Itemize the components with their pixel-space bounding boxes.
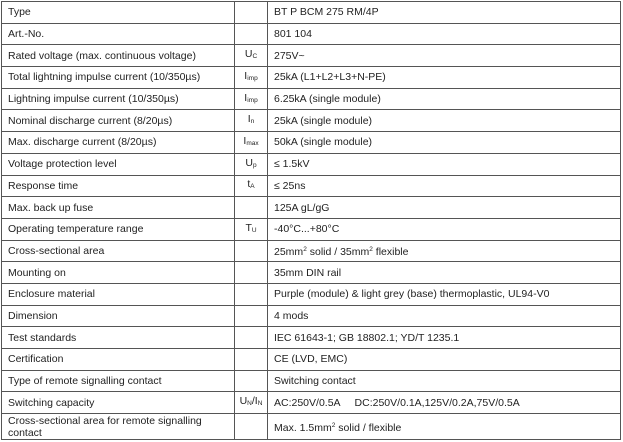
param-cell: Nominal discharge current (8/20µs) (2, 110, 235, 132)
table-row (2, 45, 621, 67)
table-row (2, 67, 621, 89)
param-cell: Voltage protection level (2, 153, 235, 175)
symbol-cell (235, 2, 268, 24)
value-part: solid / 35mm (306, 245, 370, 258)
spec-table-body (2, 2, 621, 440)
table-row (2, 414, 621, 440)
value-cell: Purple (module) & light grey (base) thermoplastic, UL94-V0 (268, 283, 621, 305)
symbol-main: U (239, 395, 248, 408)
param-cell: Type (2, 2, 235, 24)
table-row (2, 283, 621, 305)
symbol-main: I (243, 134, 247, 147)
symbol-subscript: p (252, 161, 257, 169)
spec-table (1, 1, 621, 440)
symbol-main: I (244, 91, 248, 104)
symbol-cell (235, 327, 268, 349)
param-cell: Max. discharge current (8/20µs) (2, 132, 235, 154)
table-row (2, 132, 621, 154)
symbol-main: I (244, 69, 248, 82)
param-cell: Operating temperature range (2, 218, 235, 240)
symbol-subscript: imp (247, 74, 258, 82)
symbol-subscript: n (250, 118, 255, 126)
table-row (2, 2, 621, 24)
symbol-cell (235, 88, 268, 110)
symbol-cell (235, 132, 268, 154)
symbol-cell (235, 262, 268, 284)
value-cell: ≤ 1.5kV (268, 153, 621, 175)
param-cell: Type of remote signalling contact (2, 370, 235, 392)
table-row (2, 240, 621, 262)
param-cell: Rated voltage (max. continuous voltage) (2, 45, 235, 67)
value-superscript: 2 (303, 245, 307, 253)
value-cell (268, 414, 621, 440)
symbol-main: U (244, 48, 253, 61)
symbol-cell (235, 197, 268, 219)
param-cell: Switching capacity (2, 392, 235, 414)
table-row (2, 218, 621, 240)
value-cell: 4 mods (268, 305, 621, 327)
value-cell: 35mm DIN rail (268, 262, 621, 284)
param-cell: Mounting on (2, 262, 235, 284)
value-part: 25mm (274, 245, 304, 258)
symbol-subscript: N (247, 400, 252, 408)
symbol-cell (235, 67, 268, 89)
table-row (2, 175, 621, 197)
value-superscript: 2 (369, 245, 373, 253)
symbol-cell (235, 153, 268, 175)
symbol-cell (235, 305, 268, 327)
symbol-cell (235, 23, 268, 45)
symbol-cell (235, 414, 268, 440)
value-cell: CE (LVD, EMC) (268, 349, 621, 371)
symbol-main: t (247, 178, 251, 191)
value-cell (268, 240, 621, 262)
param-cell: Test standards (2, 327, 235, 349)
value-cell: IEC 61643-1; GB 18802.1; YD/T 1235.1 (268, 327, 621, 349)
table-row (2, 88, 621, 110)
symbol-cell (235, 240, 268, 262)
symbol-cell (235, 392, 268, 414)
table-row (2, 110, 621, 132)
symbol-cell (235, 45, 268, 67)
value-cell: 125A gL/gG (268, 197, 621, 219)
value-cell: 50kA (single module) (268, 132, 621, 154)
value-cell: ≤ 25ns (268, 175, 621, 197)
param-cell: Cross-sectional area (2, 240, 235, 262)
value-cell: Switching contact (268, 370, 621, 392)
param-cell: Enclosure material (2, 283, 235, 305)
value-superscript: 2 (331, 421, 336, 429)
param-cell: Response time (2, 175, 235, 197)
param-cell: Max. back up fuse (2, 197, 235, 219)
symbol-main: U (245, 156, 253, 169)
symbol-subscript: N (257, 400, 263, 408)
table-row (2, 23, 621, 45)
symbol-subscript: imp (247, 96, 258, 104)
value-cell: BT P BCM 275 RM/4P (268, 2, 621, 24)
symbol-subscript: max (246, 139, 259, 147)
value-part: solid / flexible (335, 421, 402, 434)
param-cell: Cross-sectional area for remote signalling contact (2, 414, 235, 440)
value-cell: 275V~ (268, 45, 621, 67)
value-cell: 801 104 (268, 23, 621, 45)
table-row (2, 370, 621, 392)
value-cell: 6.25kA (single module) (268, 88, 621, 110)
table-row (2, 197, 621, 219)
param-cell: Lightning impulse current (10/350µs) (2, 88, 235, 110)
value-cell: AC:250V/0.5A DC:250V/0.1A,125V/0.2A,75V/0.5A (268, 392, 621, 414)
symbol-main: I (247, 113, 251, 126)
symbol-cell (235, 110, 268, 132)
symbol-cell (235, 370, 268, 392)
symbol-main: T (245, 221, 252, 234)
value-cell: 25kA (single module) (268, 110, 621, 132)
table-row (2, 262, 621, 284)
table-row (2, 392, 621, 414)
symbol-subscript: A (250, 183, 255, 191)
param-cell: Art.-No. (2, 23, 235, 45)
value-cell: -40°C...+80°C (268, 218, 621, 240)
symbol-cell (235, 218, 268, 240)
table-row (2, 305, 621, 327)
param-cell: Dimension (2, 305, 235, 327)
value-cell: 25kA (L1+L2+L3+N-PE) (268, 67, 621, 89)
param-cell: Certification (2, 349, 235, 371)
symbol-cell (235, 283, 268, 305)
symbol-cell (235, 175, 268, 197)
table-row (2, 327, 621, 349)
param-cell: Total lightning impulse current (10/350µs) (2, 67, 235, 89)
symbol-cell (235, 349, 268, 371)
symbol-subscript: C (252, 53, 258, 61)
value-part: flexible (372, 245, 409, 258)
table-row (2, 153, 621, 175)
symbol-subscript: U (251, 226, 257, 234)
table-row (2, 349, 621, 371)
value-part: Max. 1.5mm (274, 421, 332, 434)
symbol-secondary: /I (251, 395, 258, 408)
